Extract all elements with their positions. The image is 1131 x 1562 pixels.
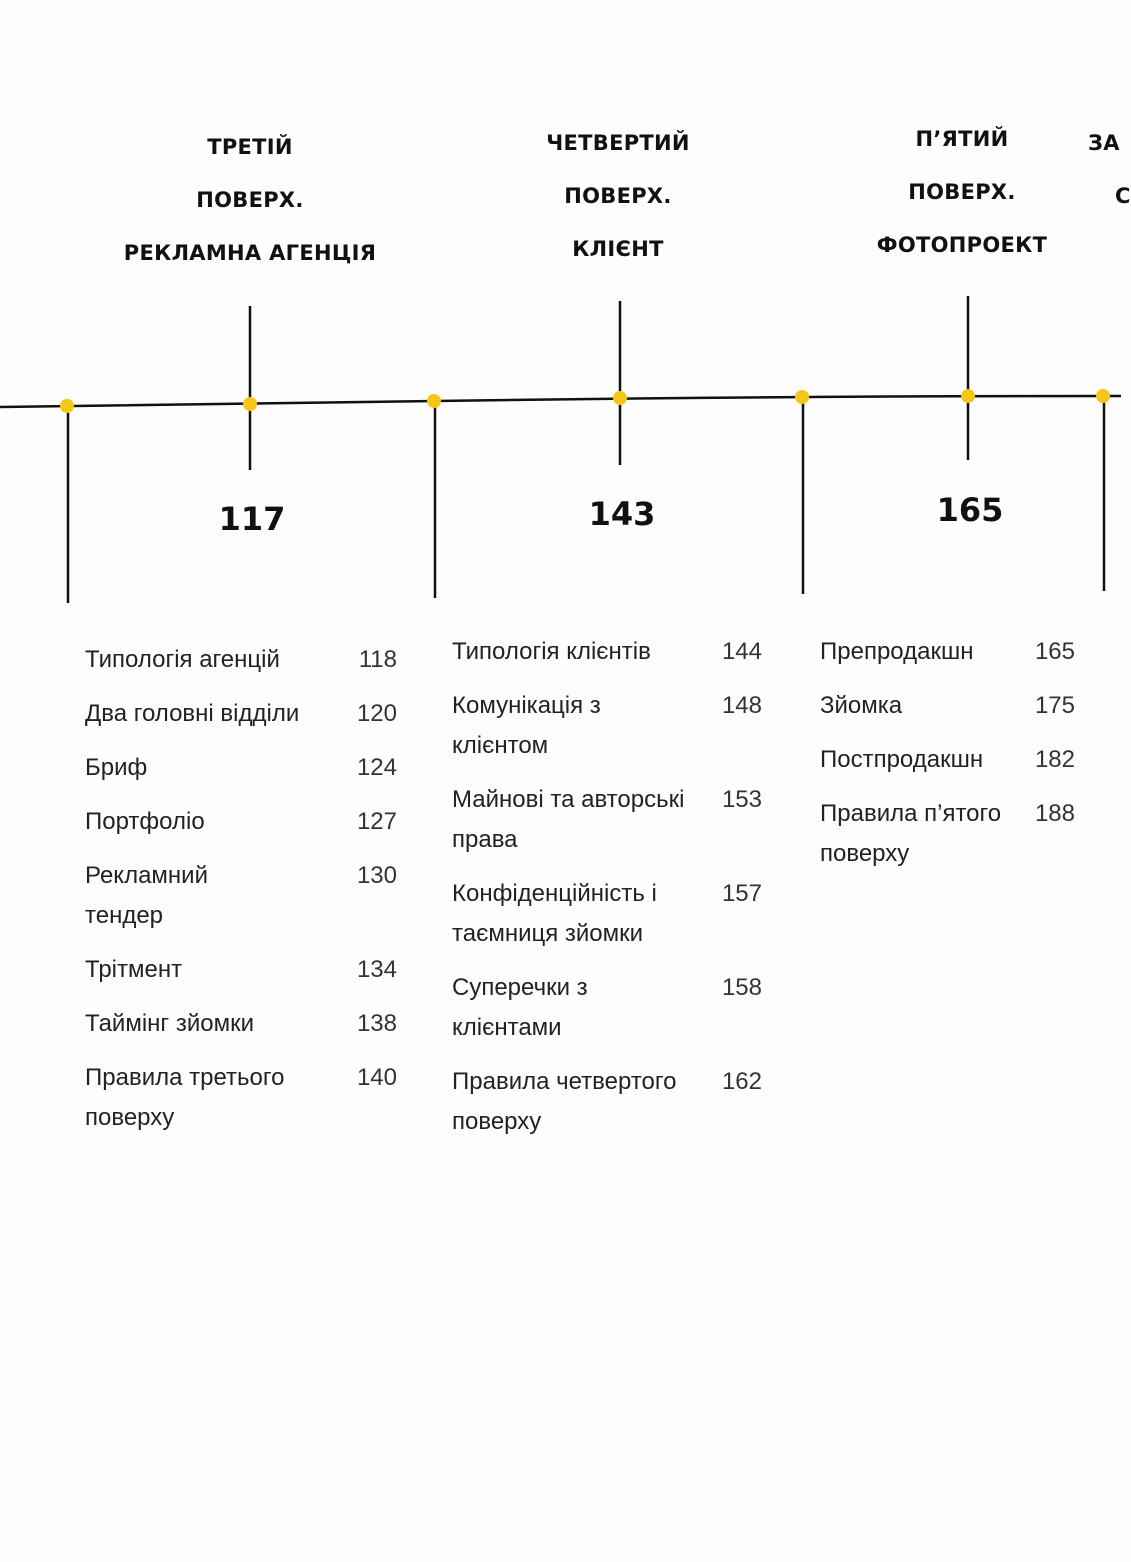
toc-item[interactable] (452, 780, 762, 860)
toc-item[interactable] (820, 686, 1075, 726)
section-page-number: 117 (218, 500, 286, 538)
heading-line: РЕКЛАМНА АГЕНЦІЯ (123, 241, 377, 265)
toc-item[interactable] (85, 856, 397, 936)
toc-item-title: Майнові та авторські права (452, 786, 685, 853)
toc-item-page: 182 (1034, 746, 1075, 773)
toc-item[interactable] (85, 694, 397, 734)
toc-item-title: Два головні відділи (85, 700, 300, 727)
toc-item-title: Рекламний тендер (85, 862, 208, 929)
toc-item-title: Правила четвертого поверху (452, 1068, 677, 1135)
toc-item-title: Конфіденційність і таємниця зйомки (452, 880, 657, 947)
toc-item-page: 153 (721, 786, 762, 813)
toc-item[interactable] (452, 1062, 762, 1142)
toc-item-page: 127 (356, 808, 397, 835)
toc-item-title: Трітмент (85, 956, 183, 983)
toc-column-third-floor (85, 640, 397, 1152)
section-page-number: 165 (936, 491, 1004, 529)
toc-item[interactable] (85, 1004, 397, 1044)
toc-item-title: Типологія агенцій (85, 646, 280, 673)
heading-line: ПОВЕРХ. (196, 188, 304, 212)
timeline-dot (795, 390, 809, 404)
toc-item-title: Препродакшн (820, 638, 974, 665)
section-heading-cut-off (1088, 117, 1131, 223)
toc-item[interactable] (452, 686, 762, 766)
toc-item-page: 124 (356, 754, 397, 781)
toc-item-page: 162 (721, 1068, 762, 1095)
toc-item-title: Правила третього поверху (85, 1064, 285, 1131)
timeline (0, 0, 1121, 640)
section-page-number: 143 (588, 495, 656, 533)
toc-item-title: Зйомка (820, 692, 903, 719)
toc-item-title: Постпродакшн (820, 746, 984, 773)
timeline-dot (243, 397, 257, 411)
heading-line: С (1115, 184, 1131, 208)
toc-column-fourth-floor (452, 632, 762, 1156)
toc-item-title: Суперечки з клієнтами (452, 974, 588, 1041)
section-heading-third-floor (95, 121, 405, 280)
heading-line: ПОВЕРХ. (564, 184, 672, 208)
toc-item-page: 144 (721, 638, 762, 665)
toc-item-title: Бриф (85, 754, 148, 781)
toc-item[interactable] (820, 740, 1075, 780)
timeline-dot (1096, 389, 1110, 403)
toc-item[interactable] (85, 950, 397, 990)
toc-item-title: Таймінг зйомки (85, 1010, 255, 1037)
toc-item[interactable] (85, 748, 397, 788)
timeline-axis (0, 396, 1121, 407)
toc-item[interactable] (85, 640, 397, 680)
toc-item[interactable] (85, 1058, 397, 1138)
toc-item-page: 120 (356, 700, 397, 727)
toc-item-page: 148 (721, 692, 762, 719)
timeline-dot (961, 389, 975, 403)
toc-item[interactable] (820, 632, 1075, 672)
toc-item[interactable] (452, 968, 762, 1048)
toc-item-title: Правила п’ятого поверху (820, 800, 1002, 867)
heading-line: КЛІЄНТ (572, 237, 664, 261)
toc-item-page: 134 (356, 956, 397, 983)
toc-item[interactable] (452, 632, 762, 672)
heading-line: ТРЕТІЙ (207, 135, 293, 159)
heading-line: ПОВЕРХ. (908, 180, 1016, 204)
heading-line: ФОТОПРОЕКТ (876, 233, 1048, 257)
heading-line: П’ЯТИЙ (915, 127, 1009, 151)
toc-item-page: 118 (358, 646, 397, 673)
timeline-dot (60, 399, 74, 413)
toc-item-title: Типологія клієнтів (452, 638, 651, 665)
toc-item-page: 157 (721, 880, 762, 907)
toc-item-page: 175 (1034, 692, 1075, 719)
toc-item-title: Комунікація з клієнтом (452, 692, 601, 759)
toc-item-page: 140 (356, 1064, 397, 1091)
toc-item[interactable] (452, 874, 762, 954)
toc-item[interactable] (85, 802, 397, 842)
toc-item-page: 188 (1034, 800, 1075, 827)
toc-item-title: Портфоліо (85, 808, 205, 835)
timeline-dot (427, 394, 441, 408)
timeline-dot (613, 391, 627, 405)
toc-column-fifth-floor (820, 632, 1075, 888)
toc-item-page: 130 (356, 862, 397, 889)
toc-item-page: 138 (356, 1010, 397, 1037)
toc-item-page: 158 (721, 974, 762, 1001)
toc-item-page: 165 (1034, 638, 1075, 665)
section-heading-fourth-floor (488, 117, 748, 276)
heading-line: ЧЕТВЕРТИЙ (546, 131, 690, 155)
toc-item[interactable] (820, 794, 1075, 874)
heading-line: ЗА (1088, 131, 1120, 155)
section-heading-fifth-floor (832, 113, 1092, 272)
